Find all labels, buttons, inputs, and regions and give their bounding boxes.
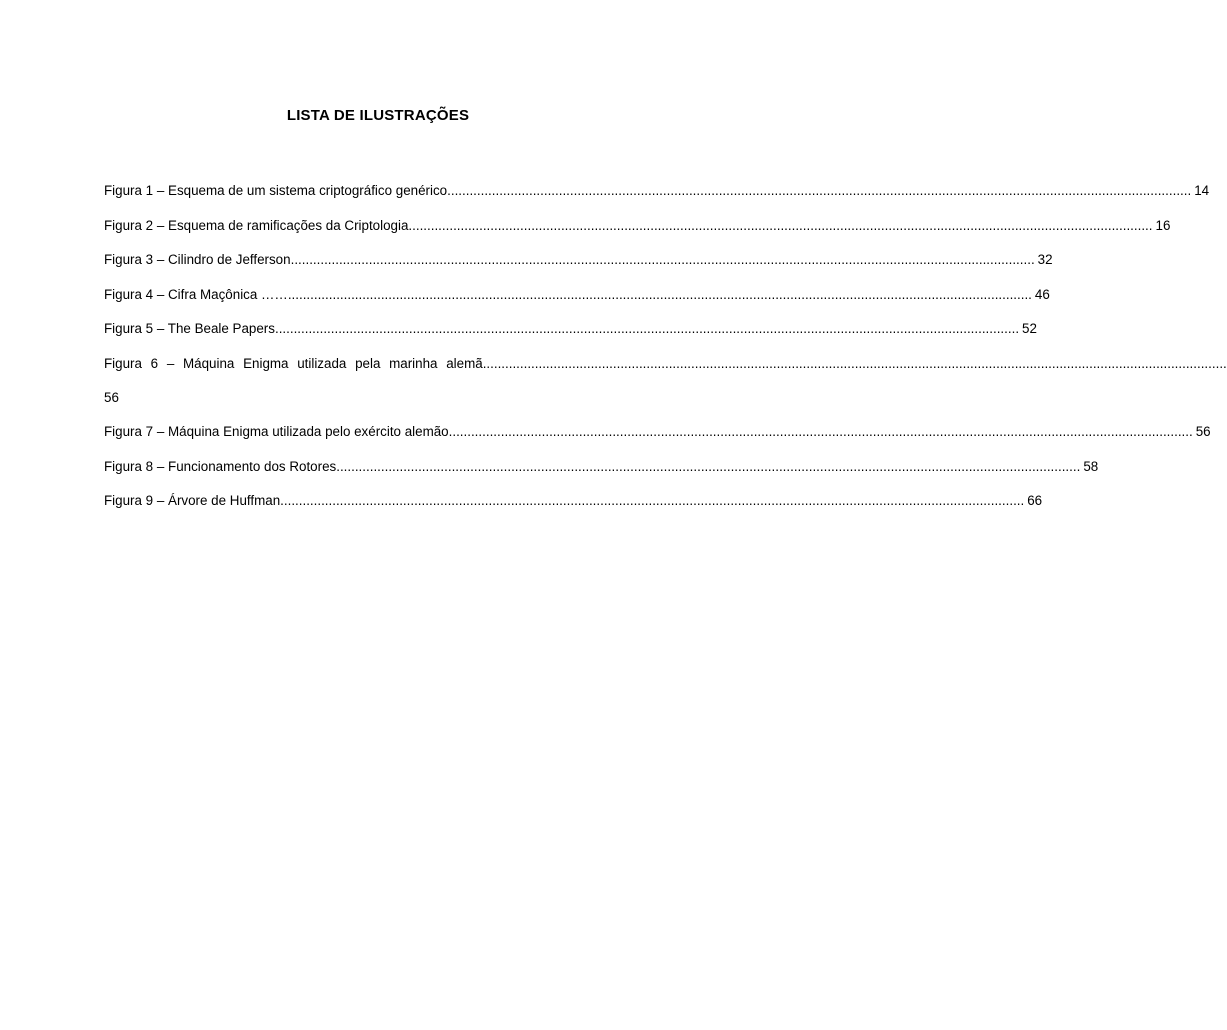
entry-label: Figura 2 – Esquema de ramificações da Criptologia [104,218,409,233]
entry-page-number-wrapped: 56 [104,390,119,405]
entry-label: Figura 6 – Máquina Enigma utilizada pela marinha alemã [104,356,483,371]
entry-page-number: 56 [1195,424,1211,439]
list-item [104,285,1050,305]
dot-leader: ........................................................................................................................................................................................................ [448,424,1193,439]
list-item [104,319,1037,339]
dot-leader: ........................................................................................................................................................................................................ [274,321,1020,336]
entry-label: Figura 4 – Cifra Maçônica …… [104,287,288,302]
dot-leader: ........................................................................................................................................................................................................ [336,459,1081,474]
entry-page-number: 32 [1037,252,1053,267]
dot-leader: ........................................................................................................................................................................................................ [280,493,1025,508]
entry-page-number: 66 [1027,493,1043,508]
entry-page-number: 52 [1022,321,1037,336]
dot-leader: ........................................................................................................................................................................................................ [287,287,1032,302]
list-item [104,250,1053,270]
list-item [104,457,1099,477]
entry-label: Figura 7 – Máquina Enigma utilizada pelo exército alemão [104,424,449,439]
list-item [104,491,1043,511]
list-item [104,422,1211,442]
dot-leader: ........................................................................................................................................................................................................ [408,218,1153,233]
list-item [104,181,1210,201]
entry-label: Figura 3 – Cilindro de Jefferson [104,252,291,267]
entry-label: Figura 9 – Árvore de Huffman [104,493,281,508]
dot-leader: ........................................................................................................................................................................................................ [447,183,1192,198]
page-title: LISTA DE ILUSTRAÇÕES [286,107,470,124]
entry-page-number: 14 [1194,183,1210,198]
entry-label: Figura 8 – Funcionamento dos Rotores [104,459,337,474]
list-item [104,216,1171,236]
entry-page-number: 46 [1034,287,1050,302]
dot-leader: ........................................................................................................................................................................................................ [290,252,1035,267]
entry-label: Figura 5 – The Beale Papers [104,321,275,336]
dot-leader: ........................................................................................................................................................................................................ [482,356,1227,371]
entry-label: Figura 1 – Esquema de um sistema criptográfico genérico [104,183,448,198]
list-item [104,354,1227,374]
entry-page-number: 16 [1155,218,1171,233]
entry-page-number: 58 [1083,459,1099,474]
